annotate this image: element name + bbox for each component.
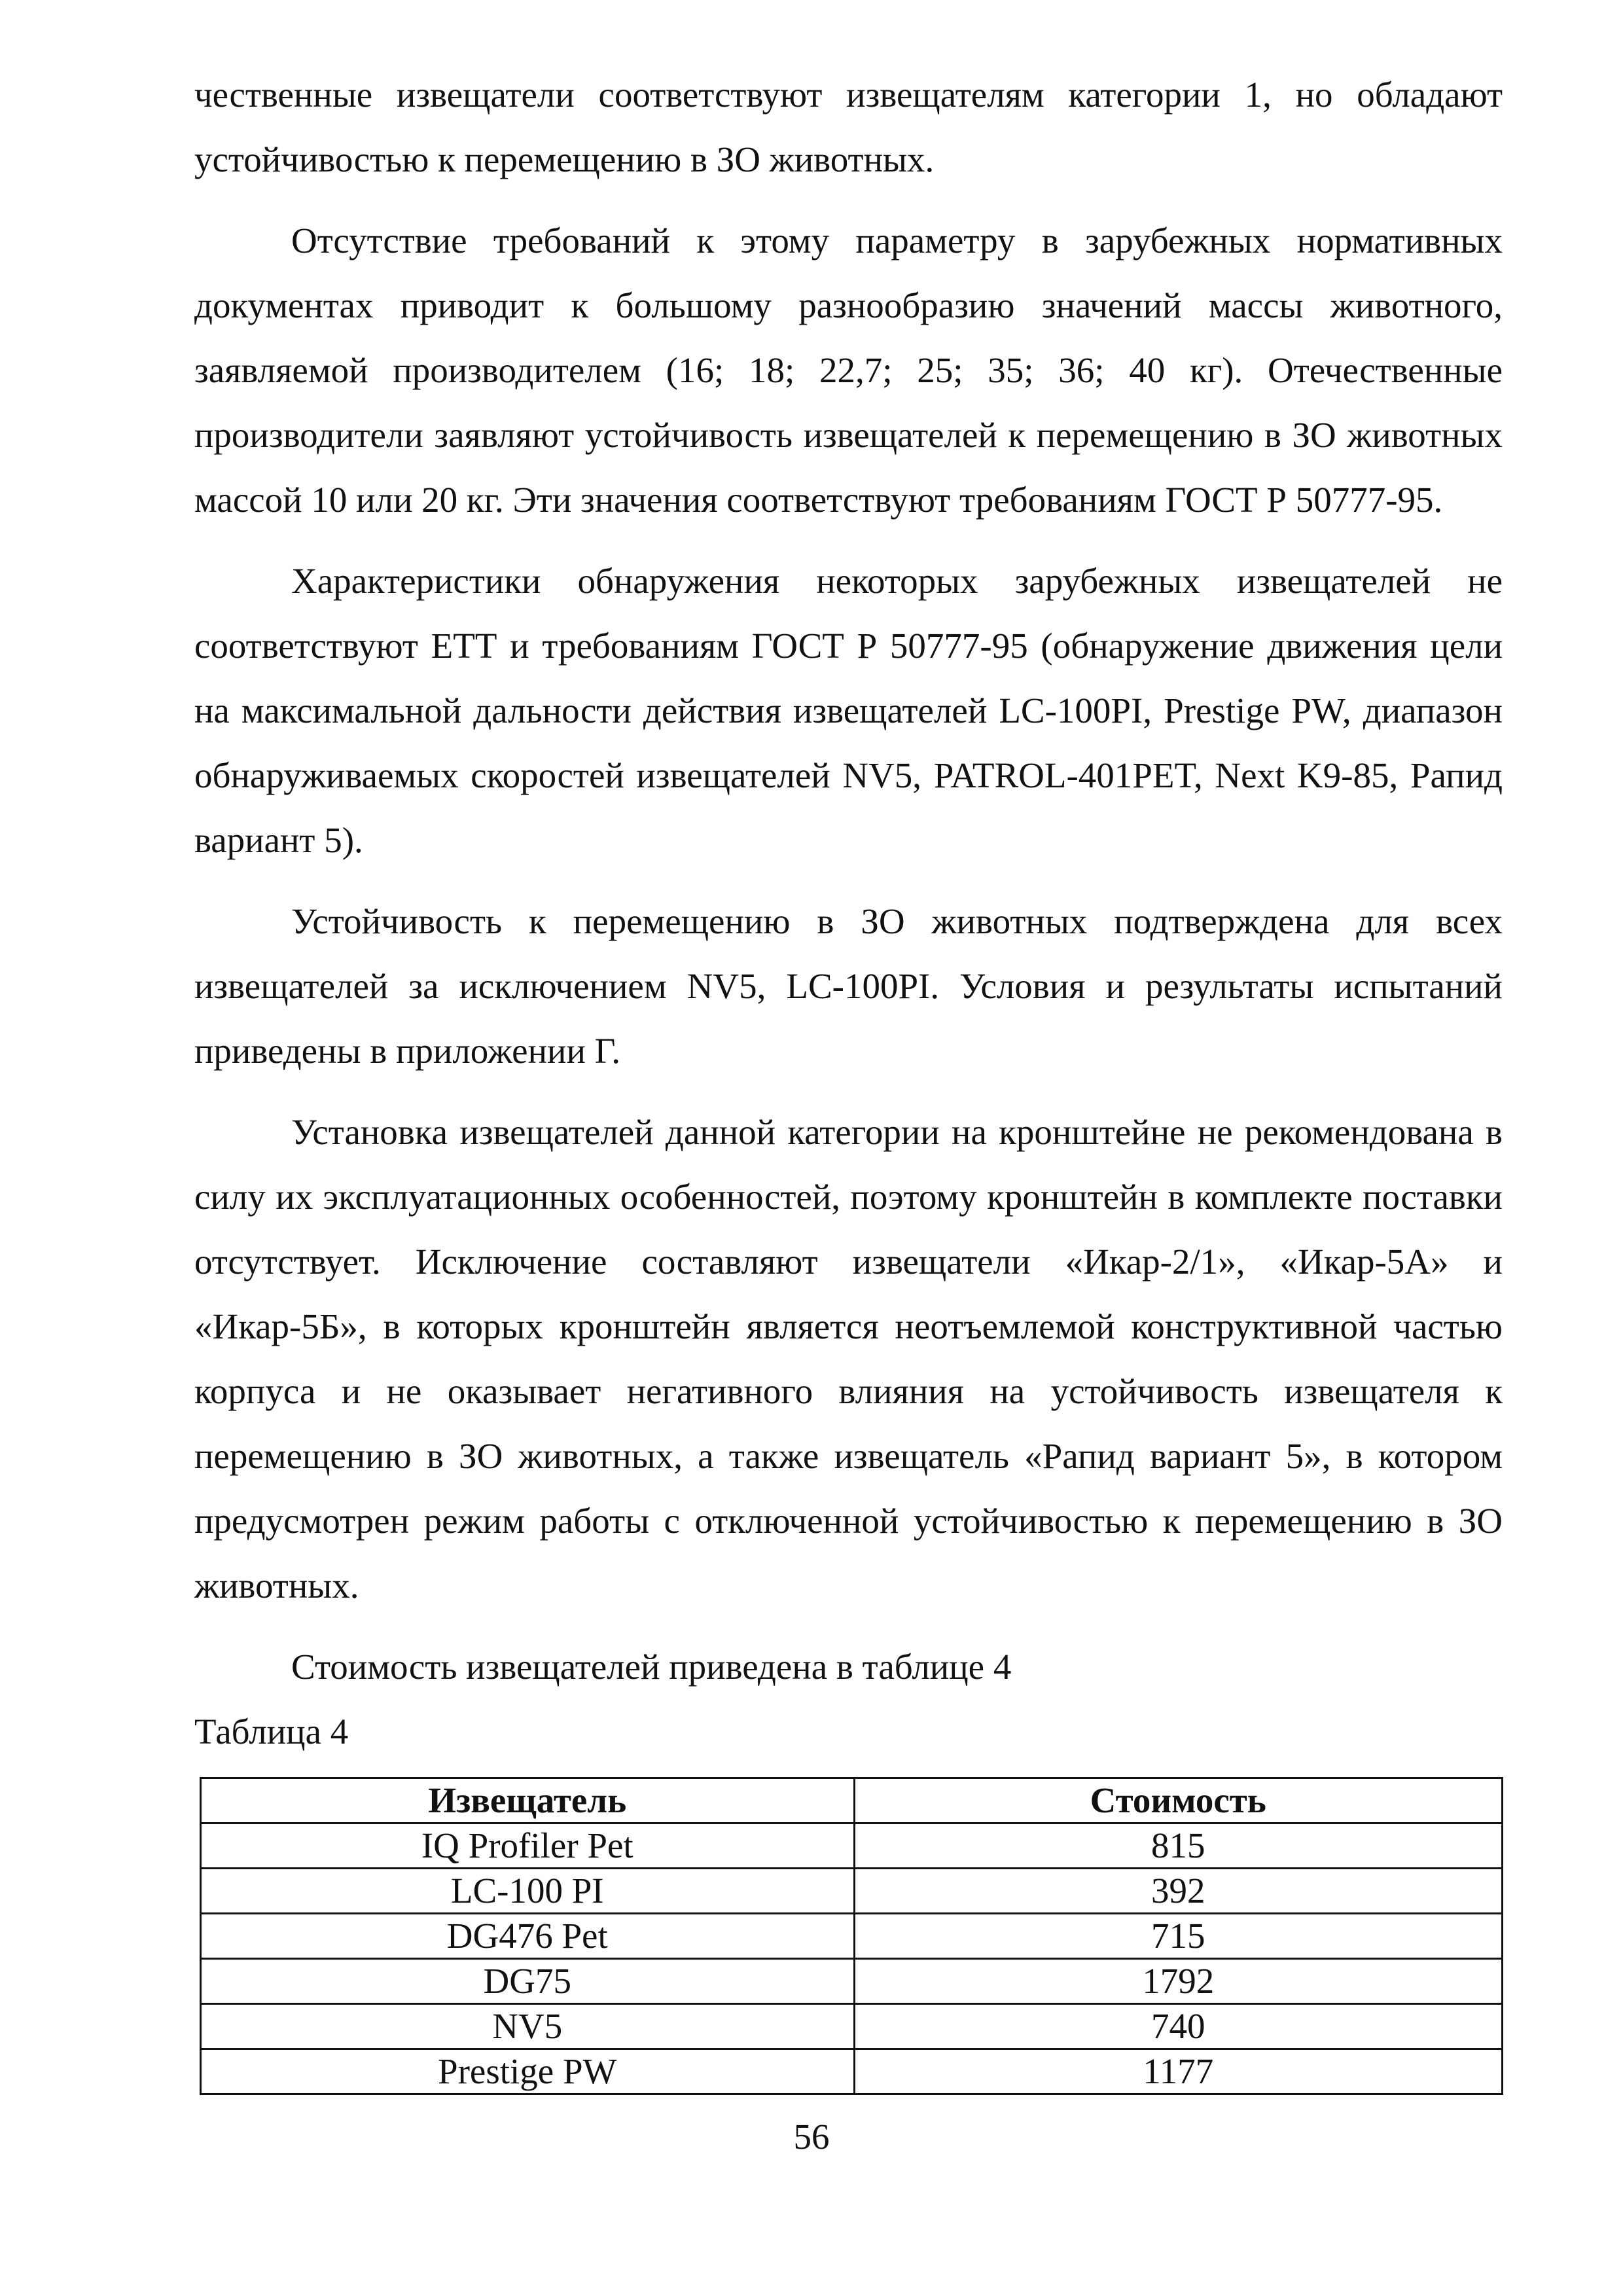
cell-cost: 1177 <box>854 2049 1502 2094</box>
cell-cost: 815 <box>854 1823 1502 1869</box>
paragraph-3: Характеристики обнаружения некоторых зарубежных извещателей не соответствуют ЕТТ и требованиям ГОСТ Р 50777-95 (обнаружение движения цели на максимальной дальности действия извещателей LC-100PI, Prestige PW, диапазон обнаруживаемых скоростей извещателей NV5, PATROL-401PET, Next K9-85, Рапид вариант 5). <box>194 561 1503 860</box>
table-caption: Таблица 4 <box>194 1712 349 1751</box>
table-row <box>201 1914 1503 1959</box>
cell-cost: 740 <box>854 2004 1502 2049</box>
paragraph-4: Устойчивость к перемещению в ЗО животных подтверждена для всех извещателей за исключением NV5, LC-100PI. Условия и результаты испытаний приведены в приложении Г. <box>194 901 1503 1071</box>
price-table <box>200 1777 1503 2095</box>
table-row <box>201 1959 1503 2004</box>
cell-detector: IQ Profiler Pet <box>201 1823 855 1869</box>
cell-cost: 392 <box>854 1869 1502 1914</box>
page-number: 56 <box>793 2117 830 2157</box>
cell-cost: 1792 <box>854 1959 1502 2004</box>
table-row <box>201 2049 1503 2094</box>
cell-detector: DG75 <box>201 1959 855 2004</box>
header-cost: Стоимость <box>854 1778 1502 1823</box>
paragraph-5: Установка извещателей данной категории на кронштейне не рекомендована в силу их эксплуатационных особенностей, поэтому кронштейн в комплекте поставки отсутствует. Исключение составляют извещатели «Икар-2/1», «Икар-5А» и «Икар-5Б», в которых кронштейн является неотъемлемой конструктивной частью корпуса и не оказывает негативного влияния на устойчивость извещателя к перемещению в ЗО животных, а также извещатель «Рапид вариант 5», в котором предусмотрен режим работы с отключенной устойчивостью к перемещению в ЗО животных. <box>194 1112 1503 1605</box>
table-header-row <box>201 1778 1503 1823</box>
cell-detector: LC-100 PI <box>201 1869 855 1914</box>
cell-cost: 715 <box>854 1914 1502 1959</box>
cell-detector: NV5 <box>201 2004 855 2049</box>
paragraph-1: чественные извещатели соответствуют извещателям категории 1, но обладают устойчивостью к перемещению в ЗО животных. <box>194 75 1503 179</box>
table-row <box>201 1823 1503 1869</box>
header-detector: Извещатель <box>201 1778 855 1823</box>
paragraph-2: Отсутствие требований к этому параметру в зарубежных нормативных документах приводит к большому разнообразию значений массы животного, заявляемой производителем (16; 18; 22,7; 25; 35; 36; 40 кг). Отечественные производители заявляют устойчивость извещателей к перемещению в ЗО животных массой 10 или 20 кг. Эти значения соответствуют требованиям ГОСТ Р 50777-95. <box>194 221 1503 520</box>
cell-detector: DG476 Pet <box>201 1914 855 1959</box>
table-row <box>201 1869 1503 1914</box>
paragraph-6: Стоимость извещателей приведена в таблице 4 <box>291 1647 1012 1687</box>
table-row <box>201 2004 1503 2049</box>
cell-detector: Prestige PW <box>201 2049 855 2094</box>
document-page <box>194 62 1503 2095</box>
